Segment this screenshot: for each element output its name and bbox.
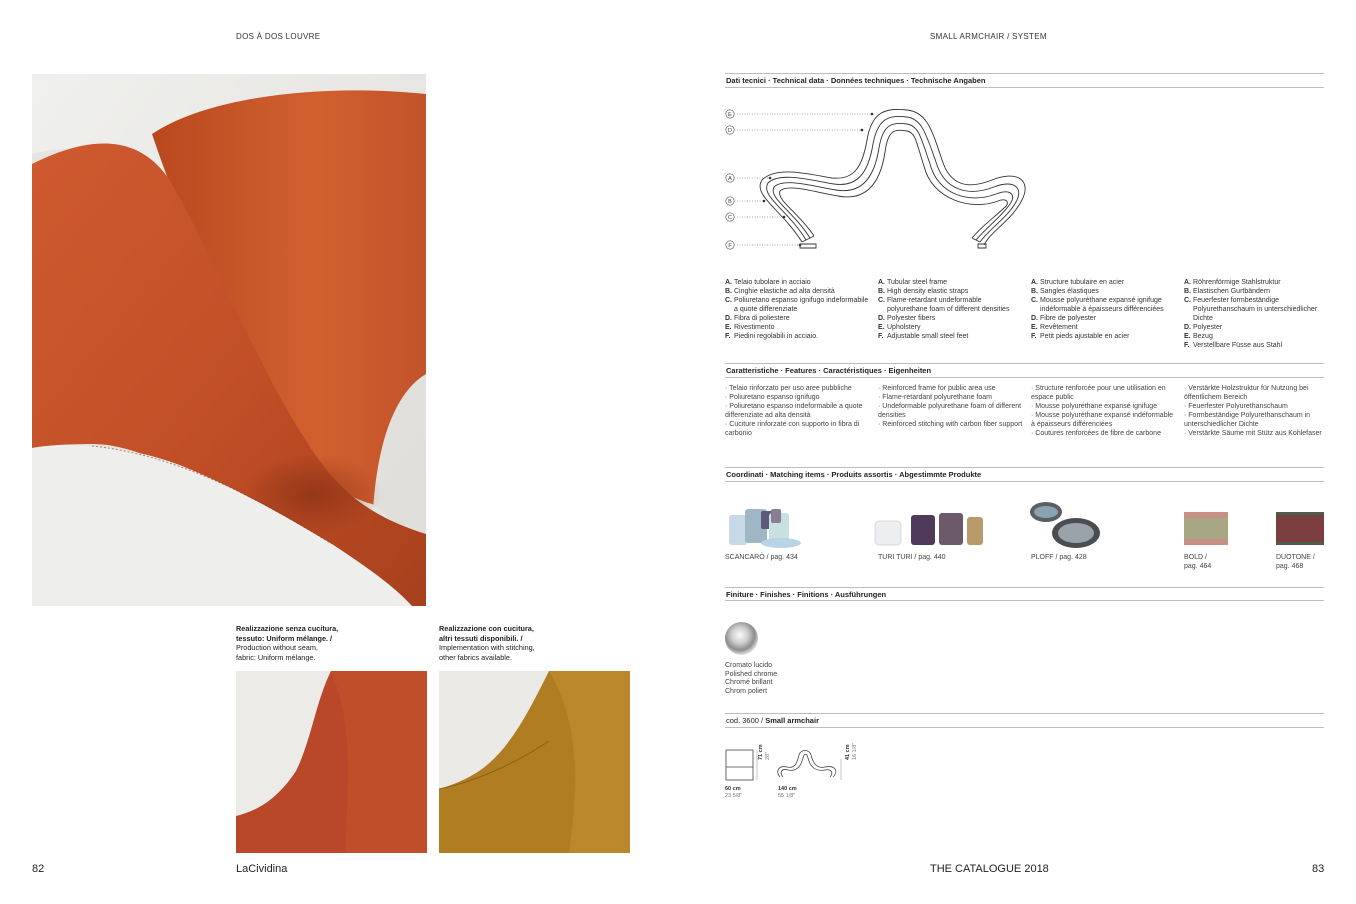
page-number-right: 83	[1312, 863, 1325, 875]
divider	[725, 727, 1324, 728]
matching-item-ploff: PLOFF / pag. 428	[1031, 554, 1087, 561]
caption-seamless: Realizzazione senza cucitura, tessuto: Uniform mélange. / Production without seam, fabric: Uniform mélange.	[236, 624, 339, 662]
photo-stitched	[439, 671, 630, 853]
matching-item-bold: BOLD / pag. 464	[1184, 554, 1212, 570]
finish-label: Cromato lucido Polished chrome Chromé brillant Chrom poliert	[725, 662, 778, 695]
matching-item-scancaro: SCANCARÒ / pag. 434	[725, 554, 798, 561]
chrome-swatch	[725, 622, 758, 655]
divider	[725, 600, 1324, 601]
header-right: SMALL ARMCHAIR / SYSTEM	[930, 32, 1047, 41]
parts-list-fr: A. Structure tubulaire en acier B. Sangles élastiques C. Mousse polyuréthane expansé ignifuge indéformable à épaisseurs différenciées D. Fibre de polyester E. Revêtement F. Petit pieds ajustable en acier	[1031, 279, 1164, 340]
catalogue-title: THE CATALOGUE 2018	[930, 863, 1049, 875]
dim-height-cm: 71 cm	[758, 744, 764, 760]
divider	[725, 481, 1324, 482]
photo-seamless	[236, 671, 427, 853]
divider	[725, 377, 1324, 378]
matching-title: Coordinati · Matching items · Produits assortis · Abgestimmte Produkte	[726, 470, 982, 479]
dim-seat-in: 16 1/8"	[852, 742, 858, 760]
caption-stitched: Realizzazione con cucitura, altri tessuti disponibili. / Implementation with stitching, other fabrics available.	[439, 624, 535, 662]
marker-f: F	[728, 243, 732, 249]
dim-height-in: 28"	[765, 751, 771, 760]
marker-a: A	[728, 176, 732, 182]
matching-item-turi-turi: TURI TURI / pag. 440	[878, 554, 946, 561]
product-code: cod. 3600 / Small armchair	[726, 716, 819, 725]
dim-width-in: 55 1/8"	[778, 793, 796, 799]
matching-item-duotone: DUOTONE / pag. 468	[1276, 554, 1315, 570]
header-left: DOS À DOS LOUVRE	[236, 32, 321, 41]
features-list-it: · Telaio rinforzato per uso aree pubbliche · Poliuretano espanso ignifugo · Poliuretano espanso indeformabile a quote differenziate ad alta densità · Cuciture rinforzate con supporto in fibra di carbonio	[725, 385, 863, 437]
divider	[725, 713, 1324, 714]
page-number-left: 82	[32, 863, 45, 875]
technical-drawing	[722, 100, 1042, 260]
divider	[725, 587, 1324, 588]
divider	[725, 87, 1324, 88]
technical-title: Dati tecnici · Technical data · Données techniques · Technische Angaben	[726, 76, 986, 85]
divider	[725, 467, 1324, 468]
duotone-rug-image	[1276, 512, 1324, 545]
brand-name: LaCividina	[236, 863, 288, 875]
dim-seat-cm: 41 cm	[845, 744, 851, 760]
features-list-de: · Verstärkte Holzstruktur für Nutzung bei öffentlichem Bereich · Feuerfester Polyurethanschaum · Formbeständige Polyurethanschaum in unterschiedlicher Dichte · Verstärkte Säume mit Stütz aus Kohlefaser	[1184, 385, 1322, 437]
features-list-en: · Reinforced frame for public area use · Flame-retardant polyurethane foam · Undeformable polyurethane foam of different densities · Reinforced stitching with carbon fiber support	[878, 385, 1023, 428]
parts-list-it: A. Telaio tubolare in acciaio B. Cinghie elastiche ad alta densità C. Poliuretano espanso ignifugo indeformabile a quote differenziate D. Fibra di poliestere E. Rivestimento F. Piedini regolabili in acciaio.	[725, 279, 869, 340]
marker-c: C	[728, 215, 732, 221]
marker-e: E	[728, 112, 732, 118]
parts-list-de: A. Röhrenförmige Stahlstruktur B. Elastischen Gurtbändern C. Feuerfester formbeständige Polyurethanschaum in unterschiedlicher Dichte D. Polyester E. Bezug F. Verstellbare Füsse aus Stahl	[1184, 279, 1318, 349]
bold-rug-image	[1184, 512, 1228, 545]
features-list-fr: · Structure renforcée pour une utilisation en espace public · Mousse polyuréthane expansé ignifuge · Mousse polyuréthane expansé indéformable à épaisseurs différenciées · Coutures renforcées de fibre de carbone	[1031, 385, 1174, 437]
finishes-title: Finiture · Finishes · Finitions · Ausführungen	[726, 590, 887, 599]
parts-list-en: A. Tubular steel frame B. High density elastic straps C. Flame-retardant undeformable polyurethane foam of different densities D. Polyester fibers E. Upholstery F. Adjustable small steel feet	[878, 279, 1010, 340]
marker-d: D	[728, 128, 732, 134]
main-photo	[32, 74, 426, 606]
features-title: Caratteristiche · Features · Caractéristiques · Eigenheiten	[726, 366, 932, 375]
divider	[725, 73, 1324, 74]
marker-b: B	[728, 199, 732, 205]
divider	[725, 363, 1324, 364]
dim-width-cm: 140 cm	[778, 786, 797, 792]
dim-depth-cm: 60 cm	[725, 786, 741, 792]
turi-turi-image	[855, 497, 995, 549]
ploff-image	[1028, 497, 1108, 549]
dimension-drawings	[725, 742, 865, 785]
dim-depth-in: 23 5/8"	[725, 793, 743, 799]
scancaro-image	[725, 497, 805, 549]
